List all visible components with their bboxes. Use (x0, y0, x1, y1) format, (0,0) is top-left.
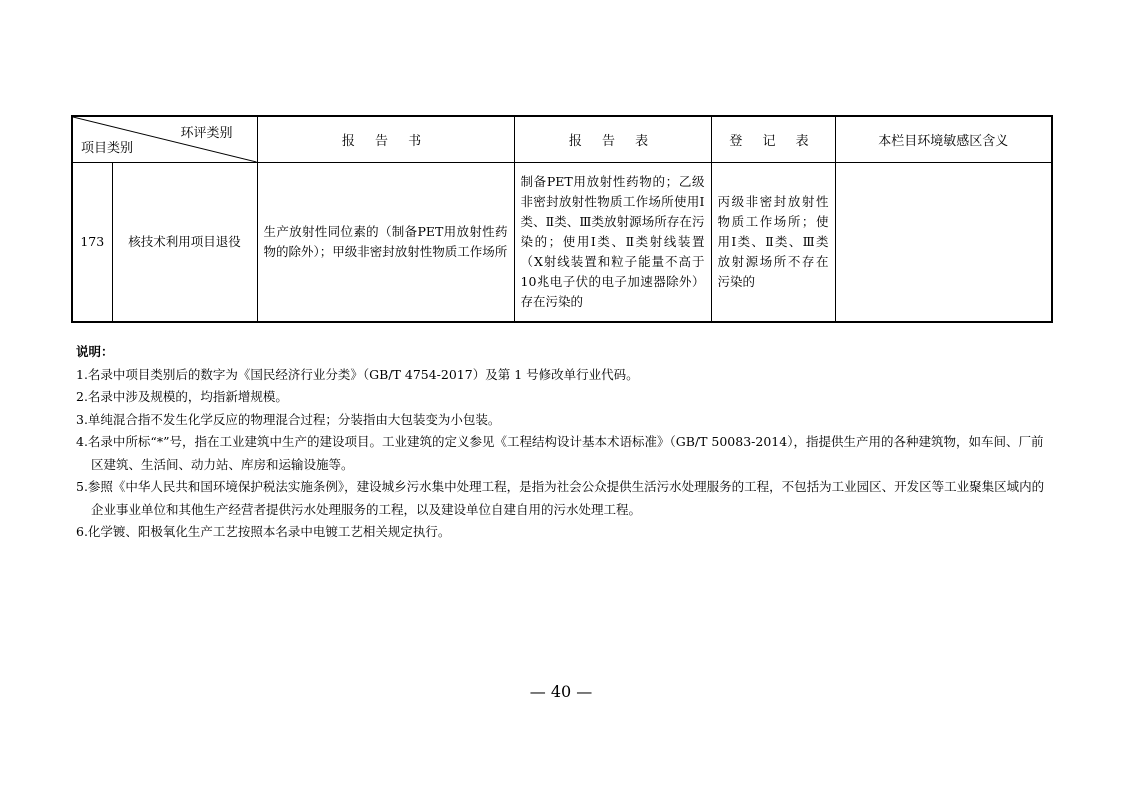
table-header-row (72, 116, 1052, 163)
header-eia-category: 环评类别 (180, 126, 233, 141)
header-registration-form: 登 记 表 (711, 116, 835, 163)
row-project-name: 核技术利用项目退役 (112, 163, 257, 323)
note-item: 3.单纯混合指不发生化学反应的物理混合过程；分装指由大包装变为小包装。 (76, 411, 501, 427)
note-item: 4.名录中所标“*”号，指在工业建筑中生产的建设项目。工业建筑的定义参见《工程结构设计基本术语标准》（GB/T 50083-2014），指提供生产用的各种建筑物，如车间、厂前区建筑、生活间、动力站、库房和运输设施等。 (76, 434, 1044, 472)
note-item: 5.参照《中华人民共和国环境保护税法实施条例》，建设城乡污水集中处理工程，是指为社会公众提供生活污水处理服务的工程，不包括为工业园区、开发区等工业聚集区域内的企业事业单位和其他生产经营者提供污水处理服务的工程，以及建设单位自建自用的污水处理工程。 (76, 479, 1045, 517)
notes-section (76, 341, 1051, 544)
row-report-book-cell (257, 163, 514, 323)
row-report-form-cell (514, 163, 711, 323)
diagonal-header-cell (72, 116, 257, 163)
header-report-form: 报 告 表 (514, 116, 711, 163)
catalog-table (71, 115, 1053, 323)
note-item: 1.名录中项目类别后的数字为《国民经济行业分类》（GB/T 4754-2017）及第 1 号修改单行业代码。 (76, 366, 639, 382)
header-report-book: 报 告 书 (257, 116, 514, 163)
notes-title: 说明： (76, 344, 114, 359)
note-item: 6.化学镀、阳极氧化生产工艺按照本名录中电镀工艺相关规定执行。 (76, 524, 451, 539)
row-registration-form-cell (711, 163, 835, 323)
row-sensitive-area (835, 163, 1052, 323)
page-number: — 40 — (529, 682, 593, 701)
row-number: 173 (72, 163, 112, 323)
note-item: 2.名录中涉及规模的，均指新增规模。 (76, 389, 288, 404)
row-report-form: 制备PET用放射性药物的；乙级非密封放射性物质工作场所使用Ⅰ类、Ⅱ类、Ⅲ类放射源场所存在污染的；使用Ⅰ类、Ⅱ类射线装置（X射线装置和粒子能量不高于10兆电子伏的电子加速器除外）存在污染的 (520, 174, 705, 309)
row-report-book: 生产放射性同位素的（制备PET用放射性药物的除外）；甲级非密封放射性物质工作场所 (263, 224, 508, 259)
header-project-category: 项目类别 (81, 141, 134, 156)
row-registration-form: 丙级非密封放射性物质工作场所；使用Ⅰ类、Ⅱ类、Ⅲ类放射源场所不存在污染的 (717, 194, 829, 289)
header-sensitive-area: 本栏目环境敏感区含义 (835, 116, 1052, 163)
table-row (72, 163, 1052, 323)
